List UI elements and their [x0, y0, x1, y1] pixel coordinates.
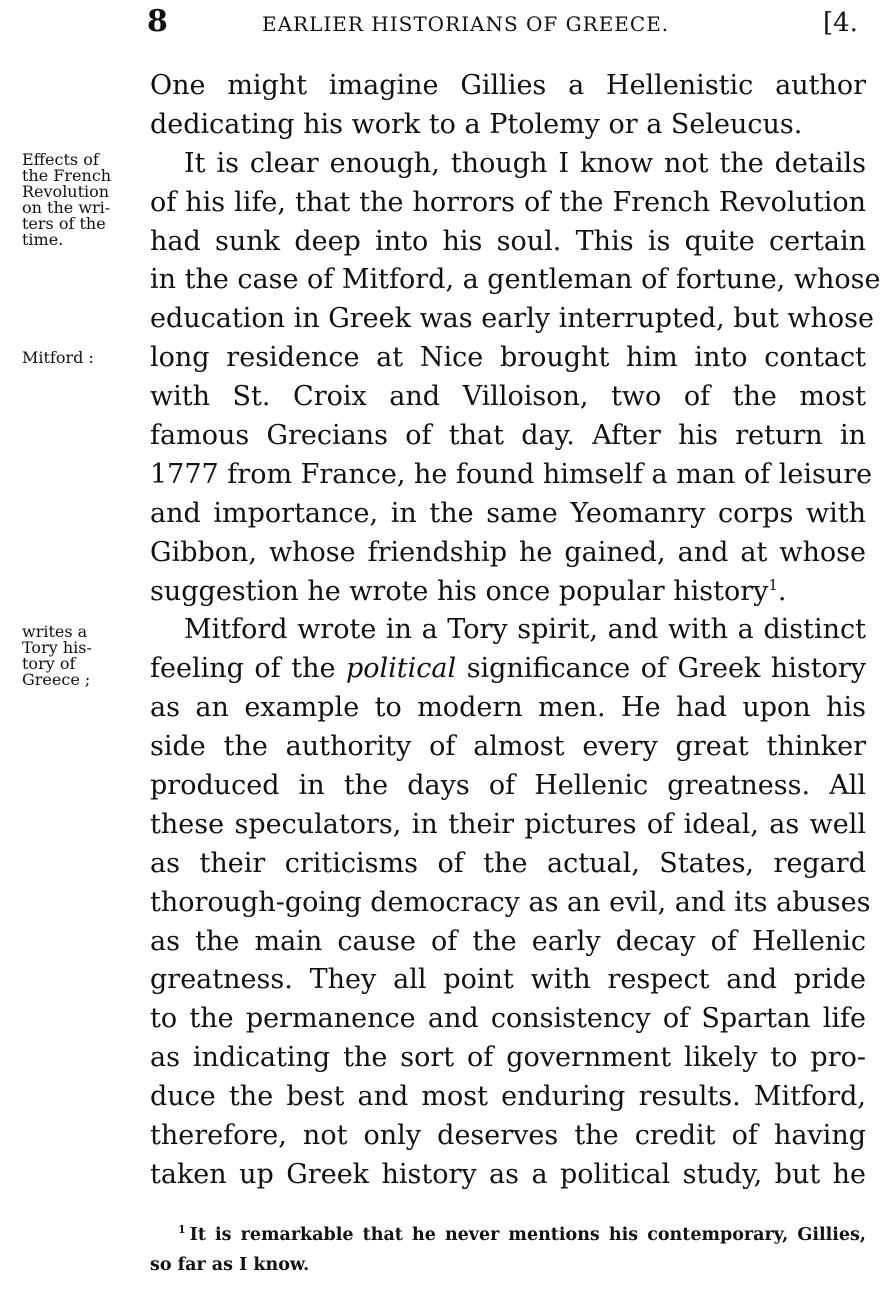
footnote	[150, 1220, 866, 1280]
margin-note-line: writes a	[22, 622, 88, 641]
text-line-content: feeling of the	[150, 653, 336, 685]
text-line: One might imagine Gillies a Hellenistic author	[150, 70, 866, 101]
text-line: greatness. They all point with respect and pride	[150, 964, 866, 996]
text-line: as indicating the sort of government likely to pro-	[150, 1042, 866, 1074]
text-line: thorough-going democracy as an evil, and its abuses	[150, 886, 871, 918]
margin-note-line: time.	[22, 230, 64, 249]
text-line: famous Grecians of that day. After his return in	[150, 420, 866, 452]
margin-note-line: Revolution	[22, 182, 110, 201]
running-title: EARLIER HISTORIANS OF GREECE.	[262, 12, 670, 36]
text-line: as the main cause of the early decay of Hellenic	[150, 925, 866, 957]
footnote-line	[150, 1220, 866, 1250]
margin-note-mitford	[22, 350, 94, 366]
text-line	[150, 650, 866, 689]
emphasized-word: political	[345, 653, 457, 685]
text-line: It is clear enough, though I know not the details	[184, 147, 866, 179]
text-line: dedicating his work to a Ptolemy or a Seleucus.	[150, 108, 803, 140]
margin-note-tory	[22, 624, 92, 688]
text-line: side the authority of almost every great thinker	[150, 731, 866, 763]
text-line-content: suggestion he wrote his once popular history	[150, 575, 769, 607]
margin-note-line: the French	[22, 166, 112, 185]
text-line: and importance, in the same Yeomanry corps with	[150, 497, 866, 529]
margin-note-line: Tory his-	[22, 638, 92, 657]
text-line: as an example to modern men. He had upon his	[150, 692, 866, 724]
footnote-text: It is remarkable that he never mentions his contemporary, Gillies,	[189, 1225, 866, 1245]
text-line: therefore, not only deserves the credit of having	[150, 1120, 866, 1152]
text-line: these speculators, in their pictures of ideal, as well	[150, 808, 866, 840]
text-line: had sunk deep into his soul. This is quite certain	[150, 225, 866, 257]
text-line: long residence at Nice brought him into contact	[150, 342, 866, 374]
text-line: in the case of Mitford, a gentleman of fortune, whose	[150, 264, 881, 296]
page-number: 8	[147, 4, 168, 39]
margin-note-line: on the wri-	[22, 198, 111, 217]
text-line: education in Greek was early interrupted, but whose	[150, 303, 874, 335]
footnote-mark: 1	[178, 1223, 186, 1237]
margin-note-effects	[22, 152, 111, 248]
text-line: with St. Croix and Villoison, two of the most	[150, 381, 866, 413]
text-line: taken up Greek history as a political study, but he	[150, 1158, 866, 1190]
section-number: [4.	[823, 8, 858, 38]
text-line: duce the best and most enduring results. Mitford,	[150, 1081, 866, 1113]
footnote-reference: 1	[768, 575, 778, 594]
text-line	[150, 573, 866, 612]
text-line: Gibbon, whose friendship he gained, and at whose	[150, 536, 866, 568]
text-line: Mitford wrote in a Tory spirit, and with a distinct	[184, 614, 866, 646]
text-line: to the permanence and consistency of Spartan life	[150, 1003, 866, 1035]
text-line-content: significance of Greek history	[466, 653, 866, 685]
text-line: as their criticisms of the actual, States, regard	[150, 847, 866, 879]
margin-note-line: ters of the	[22, 214, 106, 233]
footnote-line: so far as I know.	[150, 1255, 310, 1275]
margin-note-line: Effects of	[22, 150, 99, 169]
margin-note-line: tory of	[22, 654, 76, 673]
body-text	[150, 67, 881, 1195]
text-line: 1777 from France, he found himself a man of leisure	[150, 458, 873, 490]
margin-note-line: Greece ;	[22, 670, 91, 689]
footnote-reference-suffix: .	[777, 575, 787, 607]
margin-note-line: Mitford :	[22, 348, 94, 367]
text-line: produced in the days of Hellenic greatness. All	[150, 770, 866, 802]
text-line: of his life, that the horrors of the French Revolution	[150, 186, 866, 218]
page-header	[0, 4, 892, 44]
